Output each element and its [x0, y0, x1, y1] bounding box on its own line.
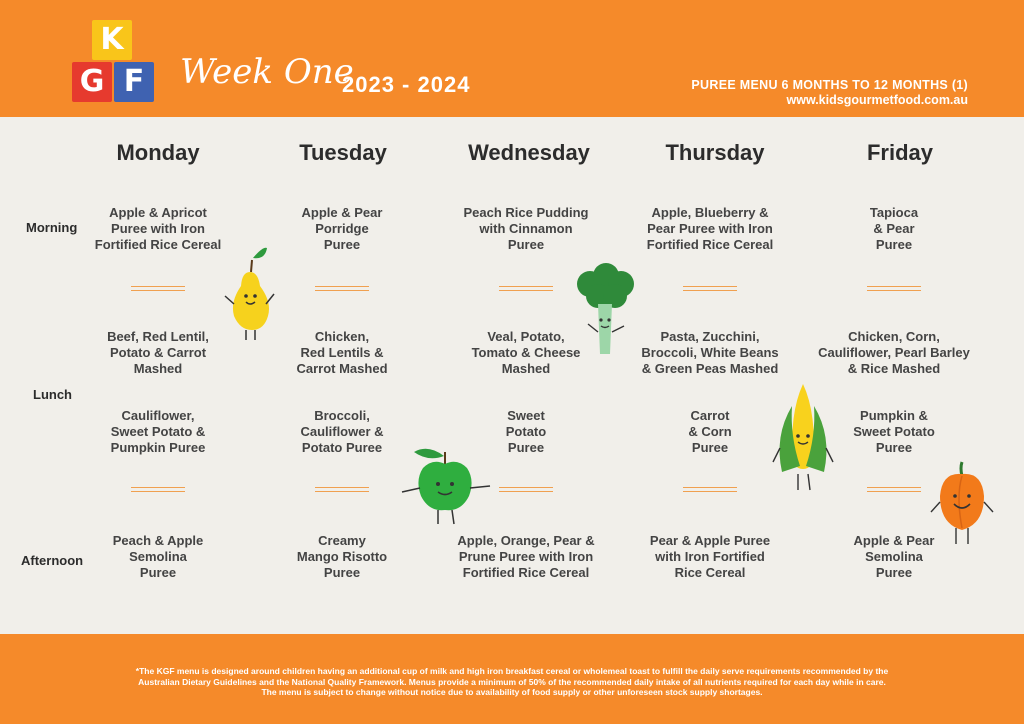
menu-cell	[804, 329, 984, 377]
divider-line	[315, 487, 369, 492]
menu-line: Sweet	[507, 408, 545, 423]
divider-line	[867, 286, 921, 291]
menu-line: Carrot	[690, 408, 730, 423]
menu-cell	[68, 408, 248, 456]
menu-line: Porridge	[315, 221, 369, 236]
menu-line: Puree	[323, 565, 361, 580]
menu-line: Chicken,	[314, 329, 370, 344]
menu-line: Apple & Pear	[853, 533, 935, 548]
menu-cell	[68, 329, 248, 377]
menu-line: Tomato & Cheese	[471, 345, 581, 360]
day-heading-friday: Friday	[866, 140, 934, 165]
menu-line: Red Lentils &	[300, 345, 384, 360]
kgf-logo	[70, 20, 160, 106]
menu-cell	[252, 329, 432, 377]
menu-line: Puree	[875, 440, 913, 455]
capsicum-icon	[928, 458, 996, 548]
menu-line: Cauliflower,	[121, 408, 195, 423]
week-title: Week One	[180, 52, 354, 92]
day-heading-thursday: Thursday	[665, 140, 765, 165]
menu-line: Veal, Potato,	[487, 329, 565, 344]
menu-line: Cauliflower, Pearl Barley	[818, 345, 970, 360]
broccoli-icon	[574, 262, 636, 366]
menu-line: Fortified Rice Cereal	[462, 565, 590, 580]
menu-line: & Corn	[688, 424, 732, 439]
divider-line	[131, 487, 185, 492]
menu-line: Pear & Apple Puree	[649, 533, 771, 548]
menu-line: Pumpkin Puree	[110, 440, 206, 455]
menu-line: Puree	[323, 237, 361, 252]
menu-line: Carrot Mashed	[296, 361, 388, 376]
divider-line	[867, 487, 921, 492]
menu-line: Pear Puree with Iron	[647, 221, 773, 236]
menu-line: Puree with Iron	[111, 221, 205, 236]
menu-line: Mashed	[501, 361, 551, 376]
logo-block-k: K	[92, 20, 132, 60]
menu-cell	[804, 205, 984, 253]
pear-icon	[222, 244, 278, 344]
menu-line: Apple, Orange, Pear &	[457, 533, 595, 548]
footer-line-2: Australian Dietary Guidelines and the National Quality Framework. Menus provide a minimum of 50% of the recommended daily intake of all nutrients required for each day while in care.	[138, 676, 886, 687]
menu-line: Creamy	[318, 533, 366, 548]
menu-line: Fortified Rice Cereal	[646, 237, 774, 252]
menu-line: Puree	[507, 237, 545, 252]
divider-line	[499, 286, 553, 291]
logo-block-g: G	[72, 62, 112, 102]
menu-line: Apple, Blueberry &	[651, 205, 769, 220]
website-link[interactable]: www.kidsgourmetfood.com.au	[786, 93, 968, 107]
menu-cell	[252, 205, 432, 253]
day-heading-monday: Monday	[116, 140, 200, 165]
logo-block-f: F	[114, 62, 154, 102]
menu-line: Pasta, Zucchini,	[660, 329, 760, 344]
menu-cell	[68, 205, 248, 253]
menu-line: Potato & Carrot	[109, 345, 207, 360]
day-heading-tuesday: Tuesday	[299, 140, 387, 165]
menu-line: & Green Peas Mashed	[641, 361, 779, 376]
menu-line: Puree	[875, 237, 913, 252]
footer-line-1: *The KGF menu is designed around children having an additional cup of milk and high iron breakfast cereal or wholemeal toast to fulfill the daily serve requirements recommended by the	[135, 666, 889, 676]
menu-line: & Rice Mashed	[847, 361, 941, 376]
apple-icon	[400, 440, 492, 526]
menu-line: Pumpkin &	[860, 408, 928, 423]
menu-cell	[252, 533, 432, 581]
menu-cell	[620, 329, 800, 377]
divider-line	[683, 286, 737, 291]
footer-line-3: The menu is subject to change without notice due to availability of food supply or other unforeseen stock supply shortages.	[261, 687, 763, 697]
menu-title: PUREE MENU 6 MONTHS TO 12 MONTHS (1)	[691, 78, 968, 92]
menu-line: Peach & Apple	[112, 533, 204, 548]
menu-cell	[620, 205, 800, 253]
menu-line: Chicken, Corn,	[848, 329, 940, 344]
menu-line: Broccoli, White Beans	[641, 345, 779, 360]
menu-line: Sweet Potato	[853, 424, 935, 439]
period-label-morning: Morning	[26, 220, 78, 235]
menu-line: Rice Cereal	[674, 565, 746, 580]
menu-line: Puree	[691, 440, 729, 455]
divider-line	[683, 487, 737, 492]
menu-line: Peach Rice Pudding	[463, 205, 589, 220]
menu-line: Sweet Potato &	[110, 424, 206, 439]
menu-line: & Pear	[873, 221, 915, 236]
year-range: 2023 - 2024	[342, 72, 471, 97]
corn-icon	[770, 376, 836, 496]
divider-line	[499, 487, 553, 492]
menu-line: Broccoli,	[314, 408, 370, 423]
menu-line: with Iron Fortified	[655, 549, 765, 564]
menu-cell	[436, 205, 616, 253]
period-label-afternoon: Afternoon	[21, 553, 84, 568]
menu-line: Cauliflower &	[300, 424, 384, 439]
divider-line	[315, 286, 369, 291]
menu-cell	[436, 533, 616, 581]
menu-line: Potato	[505, 424, 547, 439]
menu-line: Prune Puree with Iron	[458, 549, 594, 564]
divider-line	[131, 286, 185, 291]
menu-line: Fortified Rice Cereal	[94, 237, 222, 252]
menu-line: Semolina	[129, 549, 187, 564]
menu-line: Apple & Pear	[301, 205, 383, 220]
menu-line: Puree	[507, 440, 545, 455]
menu-line: Mango Risotto	[296, 549, 388, 564]
menu-line: Tapioca	[869, 205, 919, 220]
menu-cell	[620, 533, 800, 581]
menu-line: Mashed	[133, 361, 183, 376]
period-label-lunch: Lunch	[33, 387, 72, 402]
menu-line: Puree	[875, 565, 913, 580]
menu-line: Apple & Apricot	[109, 205, 207, 220]
menu-line: Puree	[139, 565, 177, 580]
menu-line: Beef, Red Lentil,	[107, 329, 209, 344]
day-heading-wednesday: Wednesday	[468, 140, 590, 165]
menu-line: with Cinnamon	[479, 221, 573, 236]
menu-cell	[68, 533, 248, 581]
footer-disclaimer	[60, 666, 964, 698]
menu-line: Potato Puree	[301, 440, 383, 455]
menu-line: Semolina	[865, 549, 923, 564]
